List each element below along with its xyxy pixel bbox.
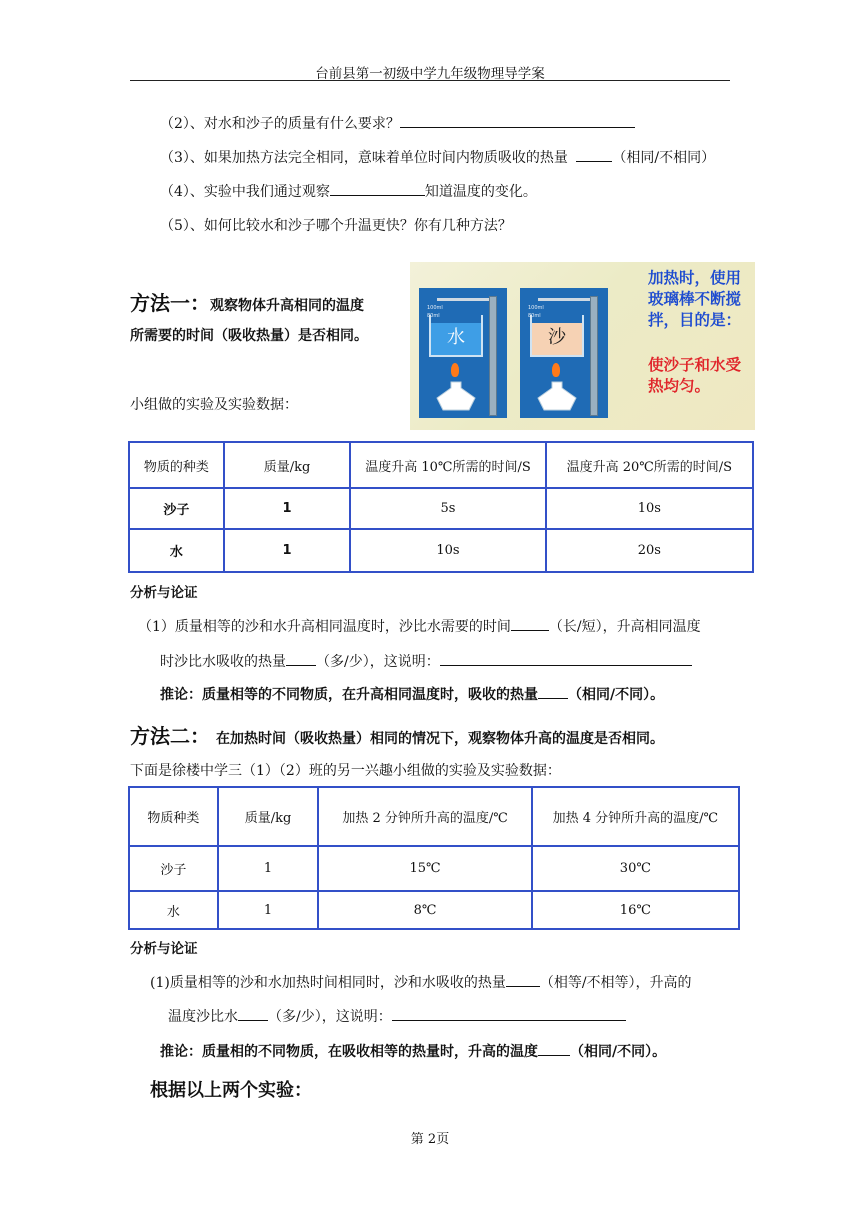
question-2	[160, 113, 635, 133]
table-header-cell: 温度升高 20℃所需的时间/S	[546, 442, 753, 488]
analysis-1-line-2	[160, 651, 692, 671]
stirring-note: 加热时，使用玻璃棒不断搅拌，目的是：	[648, 269, 742, 329]
answer-blank	[330, 181, 425, 196]
analysis-2-line-1	[150, 972, 692, 992]
method-1-desc-line2: 所需要的时间（吸收热量）是否相同。	[130, 328, 368, 344]
table-header-cell: 加热 4 分钟所升高的温度/℃	[532, 787, 739, 846]
page-number: 第 2页	[410, 1132, 450, 1147]
conclusion-1	[160, 684, 664, 704]
table-cell: 30℃	[532, 846, 739, 891]
header-divider	[130, 80, 730, 81]
method-1-data-table	[128, 441, 754, 573]
method-2-data-intro: 下面是徐楼中学三（1）（2）班的另一兴趣小组做的实验及实验数据：	[130, 763, 561, 779]
stand-pole	[489, 296, 497, 416]
table-header-row	[129, 787, 739, 846]
analysis-2-text-end: （多/少），这说明：	[268, 1009, 392, 1025]
table-cell: 15℃	[318, 846, 531, 891]
method-1-heading	[130, 287, 364, 316]
table-cell: 1	[218, 846, 319, 891]
table-cell: 沙子	[129, 846, 218, 891]
conclusion-2	[160, 1041, 666, 1061]
answer-blank	[440, 651, 692, 666]
table-cell: 1	[218, 891, 319, 929]
table-cell: 10s	[546, 488, 753, 529]
flame-icon	[552, 363, 560, 377]
answer-blank	[238, 1006, 268, 1021]
stirring-purpose: 使沙子和水受热均匀。	[648, 356, 742, 395]
method-2-heading	[130, 720, 664, 749]
alcohol-lamp-icon	[433, 380, 479, 412]
table-row	[129, 846, 739, 891]
answer-blank	[392, 1006, 626, 1021]
question-5	[160, 215, 512, 235]
question-4-text-end: 知道温度的变化。	[424, 184, 537, 200]
analysis-2-title: 分析与论证	[130, 941, 198, 957]
page-header: 台前县第一初级中学九年级物理导学案	[315, 66, 545, 82]
conclusion-1-options: （相同/不同）。	[568, 687, 665, 703]
beaker-tick-label: 100ml	[528, 305, 544, 311]
question-2-text: （2）、对水和沙子的质量有什么要求？	[160, 116, 400, 132]
summary-heading: 根据以上两个实验：	[150, 1080, 312, 1101]
table-cell: 8℃	[318, 891, 531, 929]
analysis-1-title: 分析与论证	[130, 585, 198, 601]
answer-blank	[576, 147, 612, 162]
method-2-desc: 在加热时间（吸收热量）相同的情况下，观察物体升高的温度是否相同。	[216, 731, 664, 747]
sand-beaker	[528, 305, 584, 357]
table-cell: 20s	[546, 529, 753, 572]
analysis-1-text-end: （多/少），这说明：	[316, 654, 440, 670]
table-header-cell: 质量/kg	[224, 442, 351, 488]
water-label: 水	[447, 327, 465, 348]
water-apparatus-image	[419, 288, 507, 418]
analysis-2-text: 温度沙比水	[168, 1009, 238, 1025]
conclusion-2-options: （相同/不同）。	[570, 1044, 667, 1060]
alcohol-lamp-icon	[534, 380, 580, 412]
water-beaker	[427, 305, 483, 357]
stand-clamp	[437, 298, 493, 301]
table-row	[129, 488, 753, 529]
analysis-2-text: (1)质量相等的沙和水加热时间相同时，沙和水吸收的热量	[150, 975, 506, 991]
table-row	[129, 529, 753, 572]
table-header-cell: 物质种类	[129, 787, 218, 846]
question-3	[160, 147, 715, 167]
analysis-1-text: （1）质量相等的沙和水升高相同温度时，沙比水需要的时间	[138, 619, 511, 635]
table-cell: 水	[129, 891, 218, 929]
stand-clamp	[538, 298, 594, 301]
answer-blank	[538, 1041, 570, 1056]
table-header-row	[129, 442, 753, 488]
answer-blank	[506, 972, 540, 987]
sand-apparatus-image	[520, 288, 608, 418]
table-cell: 沙子	[129, 488, 224, 529]
table-header-cell: 加热 2 分钟所升高的温度/℃	[318, 787, 531, 846]
question-5-text: （5）、如何比较水和沙子哪个升温更快？你有几种方法？	[160, 218, 512, 234]
beaker-tick-label: 80ml	[427, 313, 440, 319]
analysis-1-text-end: （长/短），升高相同温度	[548, 619, 701, 635]
question-3-options: （相同/不相同）	[612, 150, 716, 166]
table-cell: 1	[224, 488, 351, 529]
table-row	[129, 891, 739, 929]
method-1-data-intro: 小组做的实验及实验数据：	[130, 397, 298, 413]
table-header-cell: 质量/kg	[218, 787, 319, 846]
beaker-tick-label: 80ml	[528, 313, 541, 319]
table-cell: 16℃	[532, 891, 739, 929]
table-cell: 5s	[350, 488, 545, 529]
beaker-tick-label: 100ml	[427, 305, 443, 311]
method-1-desc-line1: 观察物体升高相同的温度	[210, 298, 364, 314]
method-1-title: 方法一：	[130, 291, 210, 315]
analysis-2-text-end: （相等/不相等），升高的	[539, 975, 692, 991]
question-4	[160, 181, 537, 201]
table-cell: 水	[129, 529, 224, 572]
analysis-2-line-2	[168, 1006, 626, 1026]
answer-blank	[286, 651, 316, 666]
conclusion-2-text: 推论：质量相的不同物质，在吸收相等的热量时，升高的温度	[160, 1044, 538, 1060]
question-3-text: （3）、如果加热方法完全相同，意味着单位时间内物质吸收的热量	[160, 150, 568, 166]
stand-pole	[590, 296, 598, 416]
flame-icon	[451, 363, 459, 377]
table-header-cell: 温度升高 10℃所需的时间/S	[350, 442, 545, 488]
answer-blank	[511, 616, 549, 631]
analysis-1-text: 时沙比水吸收的热量	[160, 654, 286, 670]
sand-label: 沙	[548, 327, 566, 348]
table-cell: 1	[224, 529, 351, 572]
answer-blank	[538, 684, 568, 699]
method-2-title: 方法二：	[130, 724, 210, 748]
conclusion-1-text: 推论：质量相等的不同物质，在升高相同温度时，吸收的热量	[160, 687, 538, 703]
question-4-text: （4）、实验中我们通过观察	[160, 184, 330, 200]
table-cell: 10s	[350, 529, 545, 572]
method-2-data-table	[128, 786, 740, 930]
analysis-1-line-1	[138, 616, 701, 636]
answer-blank	[400, 113, 635, 128]
table-header-cell: 物质的种类	[129, 442, 224, 488]
